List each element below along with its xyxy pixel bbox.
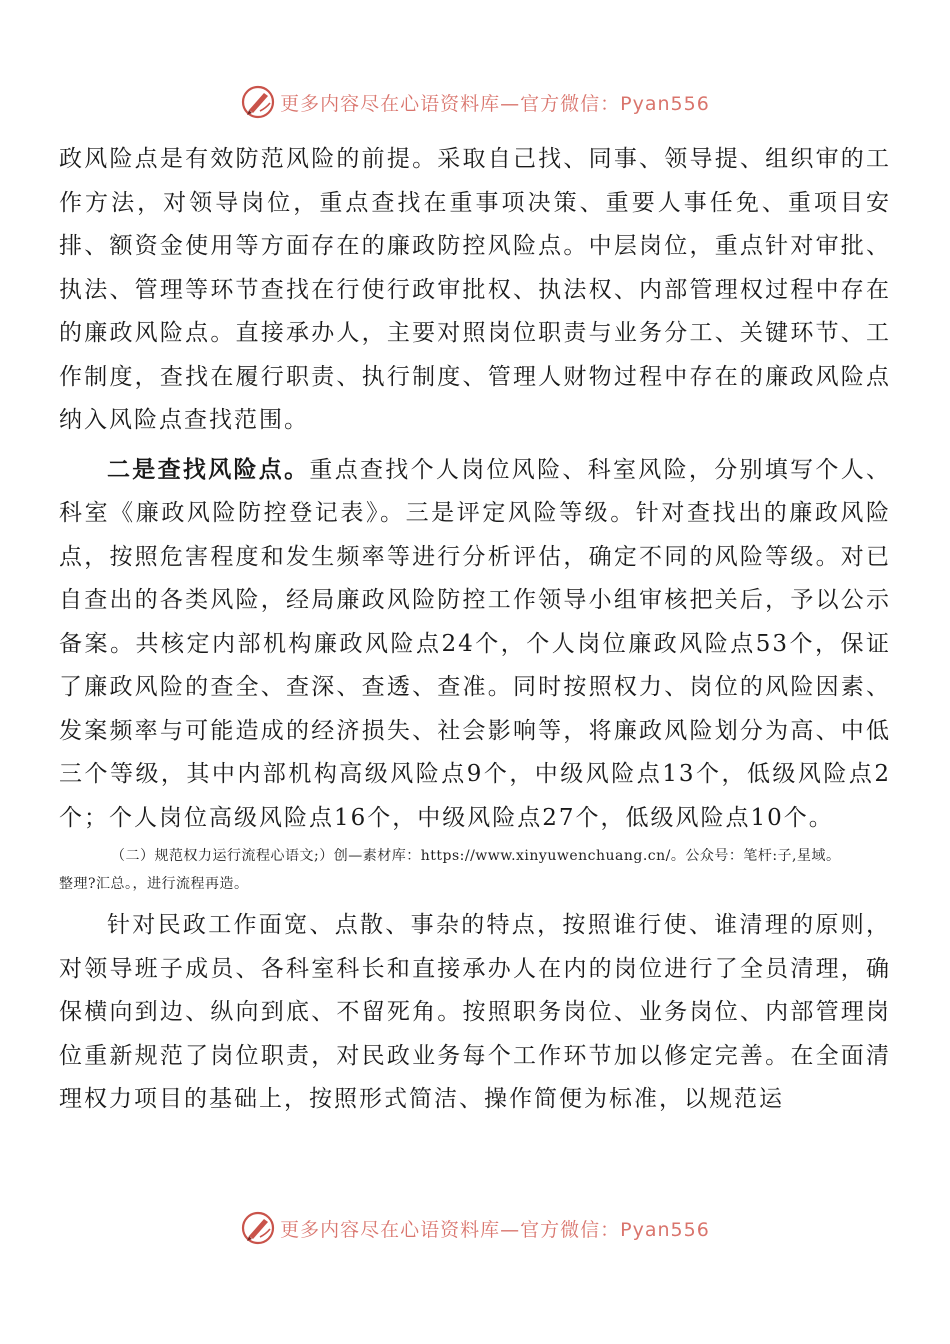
pen-logo-icon xyxy=(240,84,276,120)
header-watermark xyxy=(0,82,950,122)
paragraph-2-heading: 二是查找风险点。 xyxy=(107,456,310,483)
pen-logo-icon xyxy=(240,1210,276,1246)
paragraph-1: 政风险点是有效防范风险的前提。采取自己找、同事、领导提、组织审的工作方法，对领导岗位，重点查找在重事项决策、重要人事任免、重项目安排、额资金使用等方面存在的廉政防控风险点。中层岗位，重点针对审批、执法、管理等环节查找在行使行政审批权、执法权、内部管理权过程中存在的廉政风险点。直接承办人，主要对照岗位职责与业务分工、关键环节、工作制度，查找在履行职责、执行制度、管理人财物过程中存在的廉政风险点纳入风险点查找范围。 xyxy=(59,146,891,433)
paragraph-3: 针对民政工作面宽、点散、事杂的特点，按照谁行使、谁清理的原则，对领导班子成员、各科室科长和直接承办人在内的岗位进行了全员清理，确保横向到边、纵向到底、不留死角。按照职务岗位、业务岗位、内部管理岗位重新规范了岗位职责，对民政业务每个工作环节加以修定完善。在全面清理权力项目的基础上，按照形式简洁、操作简便为标准，以规范运 xyxy=(59,912,891,1112)
paragraph-2 xyxy=(59,449,891,841)
section-note-line-2: 整理?汇总。，进行流程再造。 xyxy=(59,876,249,892)
section-note xyxy=(59,842,891,898)
footer-watermark xyxy=(0,1208,950,1248)
footer-watermark-text: 更多内容尽在心语资料库—官方微信：Pyan556 xyxy=(280,1218,710,1241)
header-watermark-text: 更多内容尽在心语资料库—官方微信：Pyan556 xyxy=(280,92,710,115)
section-note-line-1: （二）规范权力运行流程心语文;）创—素材库：https://www.xinyuwenchuang.cn/。公众号：笔杆:子,星域。 xyxy=(111,848,841,864)
paragraph-2-text: 重点查找个人岗位风险、科室风险，分别填写个人、科室《廉政风险防控登记表》。三是评定风险等级。针对查找出的廉政风险点，按照危害程度和发生频率等进行分析评估，确定不同的风险等级。对已自查出的各类风险，经局廉政风险防控工作领导小组审核把关后，予以公示备案。共核定内部机构廉政风险点24个，个人岗位廉政风险点53个，保证了廉政风险的查全、查深、查透、查准。同时按照权力、岗位的风险因素、发案频率与可能造成的经济损失、社会影响等，将廉政风险划分为高、中低三个等级，其中内部机构高级风险点9个，中级风险点13个，低级风险点2个；个人岗位高级风险点16个，中级风险点27个，低级风险点10个。 xyxy=(59,456,892,831)
document-body xyxy=(59,138,891,1122)
